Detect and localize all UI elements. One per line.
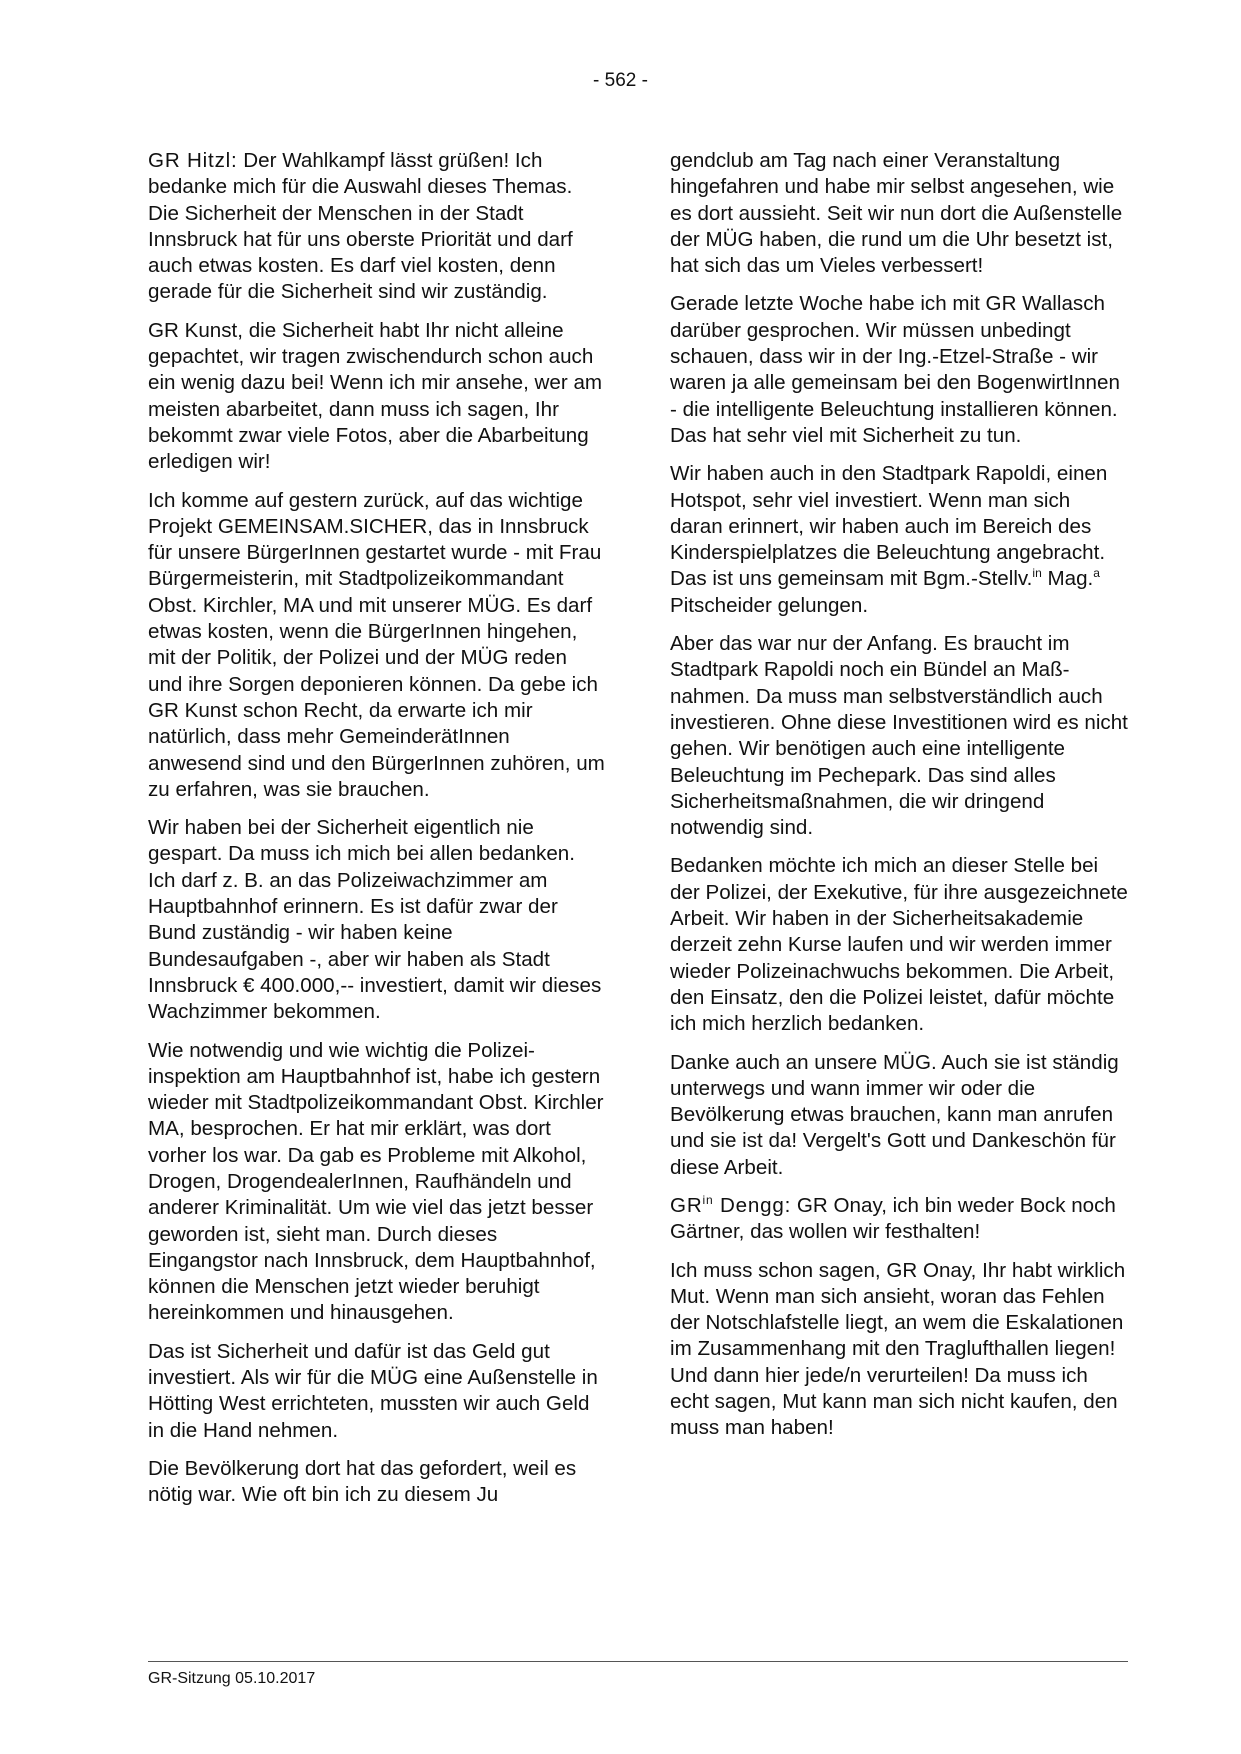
paragraph: Aber das war nur der Anfang. Es braucht im Stadtpark Rapoldi noch ein Bündel an Maßnahmen. Da muss man selbstverständlich auch investieren. Ohne diese Investitionen wird es nicht gehen. Wir benötigen auch eine intelligente Beleuchtung im Pechepark. Das sind alles Sicherheitsmaßnahmen, die wir dringend notwendig sind. (670, 632, 1128, 840)
paragraph-text: Pitscheider gelungen. (670, 593, 869, 617)
paragraph-text: Der Wahlkampf lässt grüßen! Ich bedanke mich für die Auswahl dieses Themas. Die Sicherheit der Menschen in der Stadt Innsbruck hat für uns oberste Priorität und darf auch etwas kosten. Es darf viel kosten, denn gerade für die Sicherheit sind wir zuständig. (148, 149, 573, 304)
speaker-title: GR (670, 1193, 703, 1217)
footer-text: GR-Sitzung 05.10.2017 (148, 1670, 316, 1687)
paragraph: Danke auch an unsere MÜG. Auch sie ist ständig unterwegs und wann immer wir oder die Bevölkerung etwas brauchen, kann man anrufen und sie ist da! Vergelt's Gott und Dankeschön für diese Arbeit. (670, 1050, 1119, 1179)
paragraph: Das ist Sicherheit und dafür ist das Geld gut investiert. Als wir für die MÜG eine Außenstelle in Hötting West errichteten, mussten wir auch Geld in die Hand nehmen. (148, 1339, 598, 1442)
paragraph: GR Kunst, die Sicherheit habt Ihr nicht alleine gepachtet, wir tragen zwischendurch schon auch ein wenig dazu bei! Wenn ich mir ansehe, wer am meisten abarbeitet, dann muss ich sagen, Ihr bekommt zwar viele Fotos, aber die Abarbeitung erledigen wir! (148, 318, 603, 474)
superscript: a (1093, 566, 1100, 581)
right-column (670, 148, 1128, 1454)
paragraph-text: Mag. (1041, 567, 1094, 591)
paragraph (148, 148, 606, 306)
paragraph: Wie notwendig und wie wichtig die Polizeiinspektion am Hauptbahnhof ist, habe ich gestern wieder mit Stadtpolizeikommandant Obst. Kirchler MA, besprochen. Er hat mir erklärt, was dort vorher los war. Da gab es Probleme mit Alkohol, Drogen, DrogendealerInnen, Raufhändeln und anderer Kriminalität. Um wie viel das jetzt besser geworden ist, sieht man. Durch dieses Eingangstor nach Innsbruck, dem Hauptbahnhof, können die Menschen jetzt wieder beruhigt hereinkommen und hinausgehen. (148, 1038, 604, 1325)
left-column (148, 148, 606, 1521)
paragraph: Die Bevölkerung dort hat das gefordert, weil es nötig war. Wie oft bin ich zu diesem Ju (148, 1456, 577, 1507)
page-number: - 562 - (593, 70, 648, 91)
speaker-name: Dengg: (713, 1193, 792, 1217)
paragraph: gendclub am Tag nach einer Veranstaltung hingefahren und habe mir selbst angesehen, wie es dort aussieht. Seit wir nun dort die Außenstelle der MÜG haben, die rund um die Uhr besetzt ist, hat sich das um Vieles verbessert! (670, 149, 1123, 278)
paragraph: Ich komme auf gestern zurück, auf das wichtige Projekt GEMEINSAM.SICHER, das in Innsbruck für unsere BürgerInnen gestartet wurde - mit Frau Bürgermeisterin, mit Stadtpolizeikommandant Obst. Kirchler, MA und mit unserer MÜG. Es darf etwas kosten, wenn die BürgerInnen hingehen, mit der Politik, der Polizei und der MÜG reden und ihre Sorgen deponieren können. Da gebe ich GR Kunst schon Recht, da erwarte ich mir natürlich, dass mehr GemeinderätInnen anwesend sind und den BürgerInnen zuhören, um zu erfahren, was sie brauchen. (148, 488, 605, 801)
speaker-label: GR Hitzl: (148, 149, 238, 172)
paragraph: Ich muss schon sagen, GR Onay, Ihr habt wirklich Mut. Wenn man sich ansieht, woran das Fehlen der Notschlafstelle liegt, an wem die Eskalationen im Zusammenhang mit den Traglufthallen liegen! Und dann hier jede/n verurteilen! Da muss ich echt sagen, Mut kann man sich nicht kaufen, den muss man haben! (670, 1258, 1126, 1440)
speaker-label (670, 1194, 791, 1217)
superscript: in (1032, 566, 1042, 581)
paragraph-text: GR Onay, ich bin weder Bock noch Gärtner, das wollen wir festhalten! (670, 1193, 1116, 1244)
footer-divider (148, 1661, 1128, 1662)
paragraph-text: Wir haben auch in den Stadtpark Rapoldi, einen Hotspot, sehr viel investiert. Wenn man sich daran erinnert, wir haben auch im Bereich des Kinderspielplatzes die Beleuchtung angebracht. Das ist uns gemeinsam mit Bgm.-Stellv. (670, 462, 1108, 591)
paragraph: Wir haben bei der Sicherheit eigentlich nie gespart. Da muss ich mich bei allen bedanken. Ich darf z. B. an das Polizeiwachzimmer am Hauptbahnhof erinnern. Es ist dafür zwar der Bund zuständig - wir haben keine Bundesaufgaben -, aber wir haben als Stadt Innsbruck € 400.000,-- investiert, damit wir dieses Wachzimmer bekommen. (148, 816, 602, 1024)
superscript: in (702, 1192, 714, 1207)
paragraph (670, 1193, 1128, 1246)
paragraph: Bedanken möchte ich mich an dieser Stelle bei der Polizei, der Exekutive, für ihre ausgezeichnete Arbeit. Wir haben in der Sicherheitsakademie derzeit zehn Kurse laufen und wir werden immer wieder Polizeinachwuchs bekommen. Die Arbeit, den Einsatz, den die Polizei leistet, dafür möchte ich mich herzlich bedanken. (670, 854, 1128, 1036)
paragraph (670, 461, 1128, 619)
paragraph: Gerade letzte Woche habe ich mit GR Wallasch darüber gesprochen. Wir müssen unbedingt schauen, dass wir in der Ing.-Etzel-Straße - wir waren ja alle gemeinsam bei den BogenwirtInnen - die intelligente Beleuchtung installieren können. Das hat sehr viel mit Sicherheit zu tun. (670, 292, 1120, 447)
